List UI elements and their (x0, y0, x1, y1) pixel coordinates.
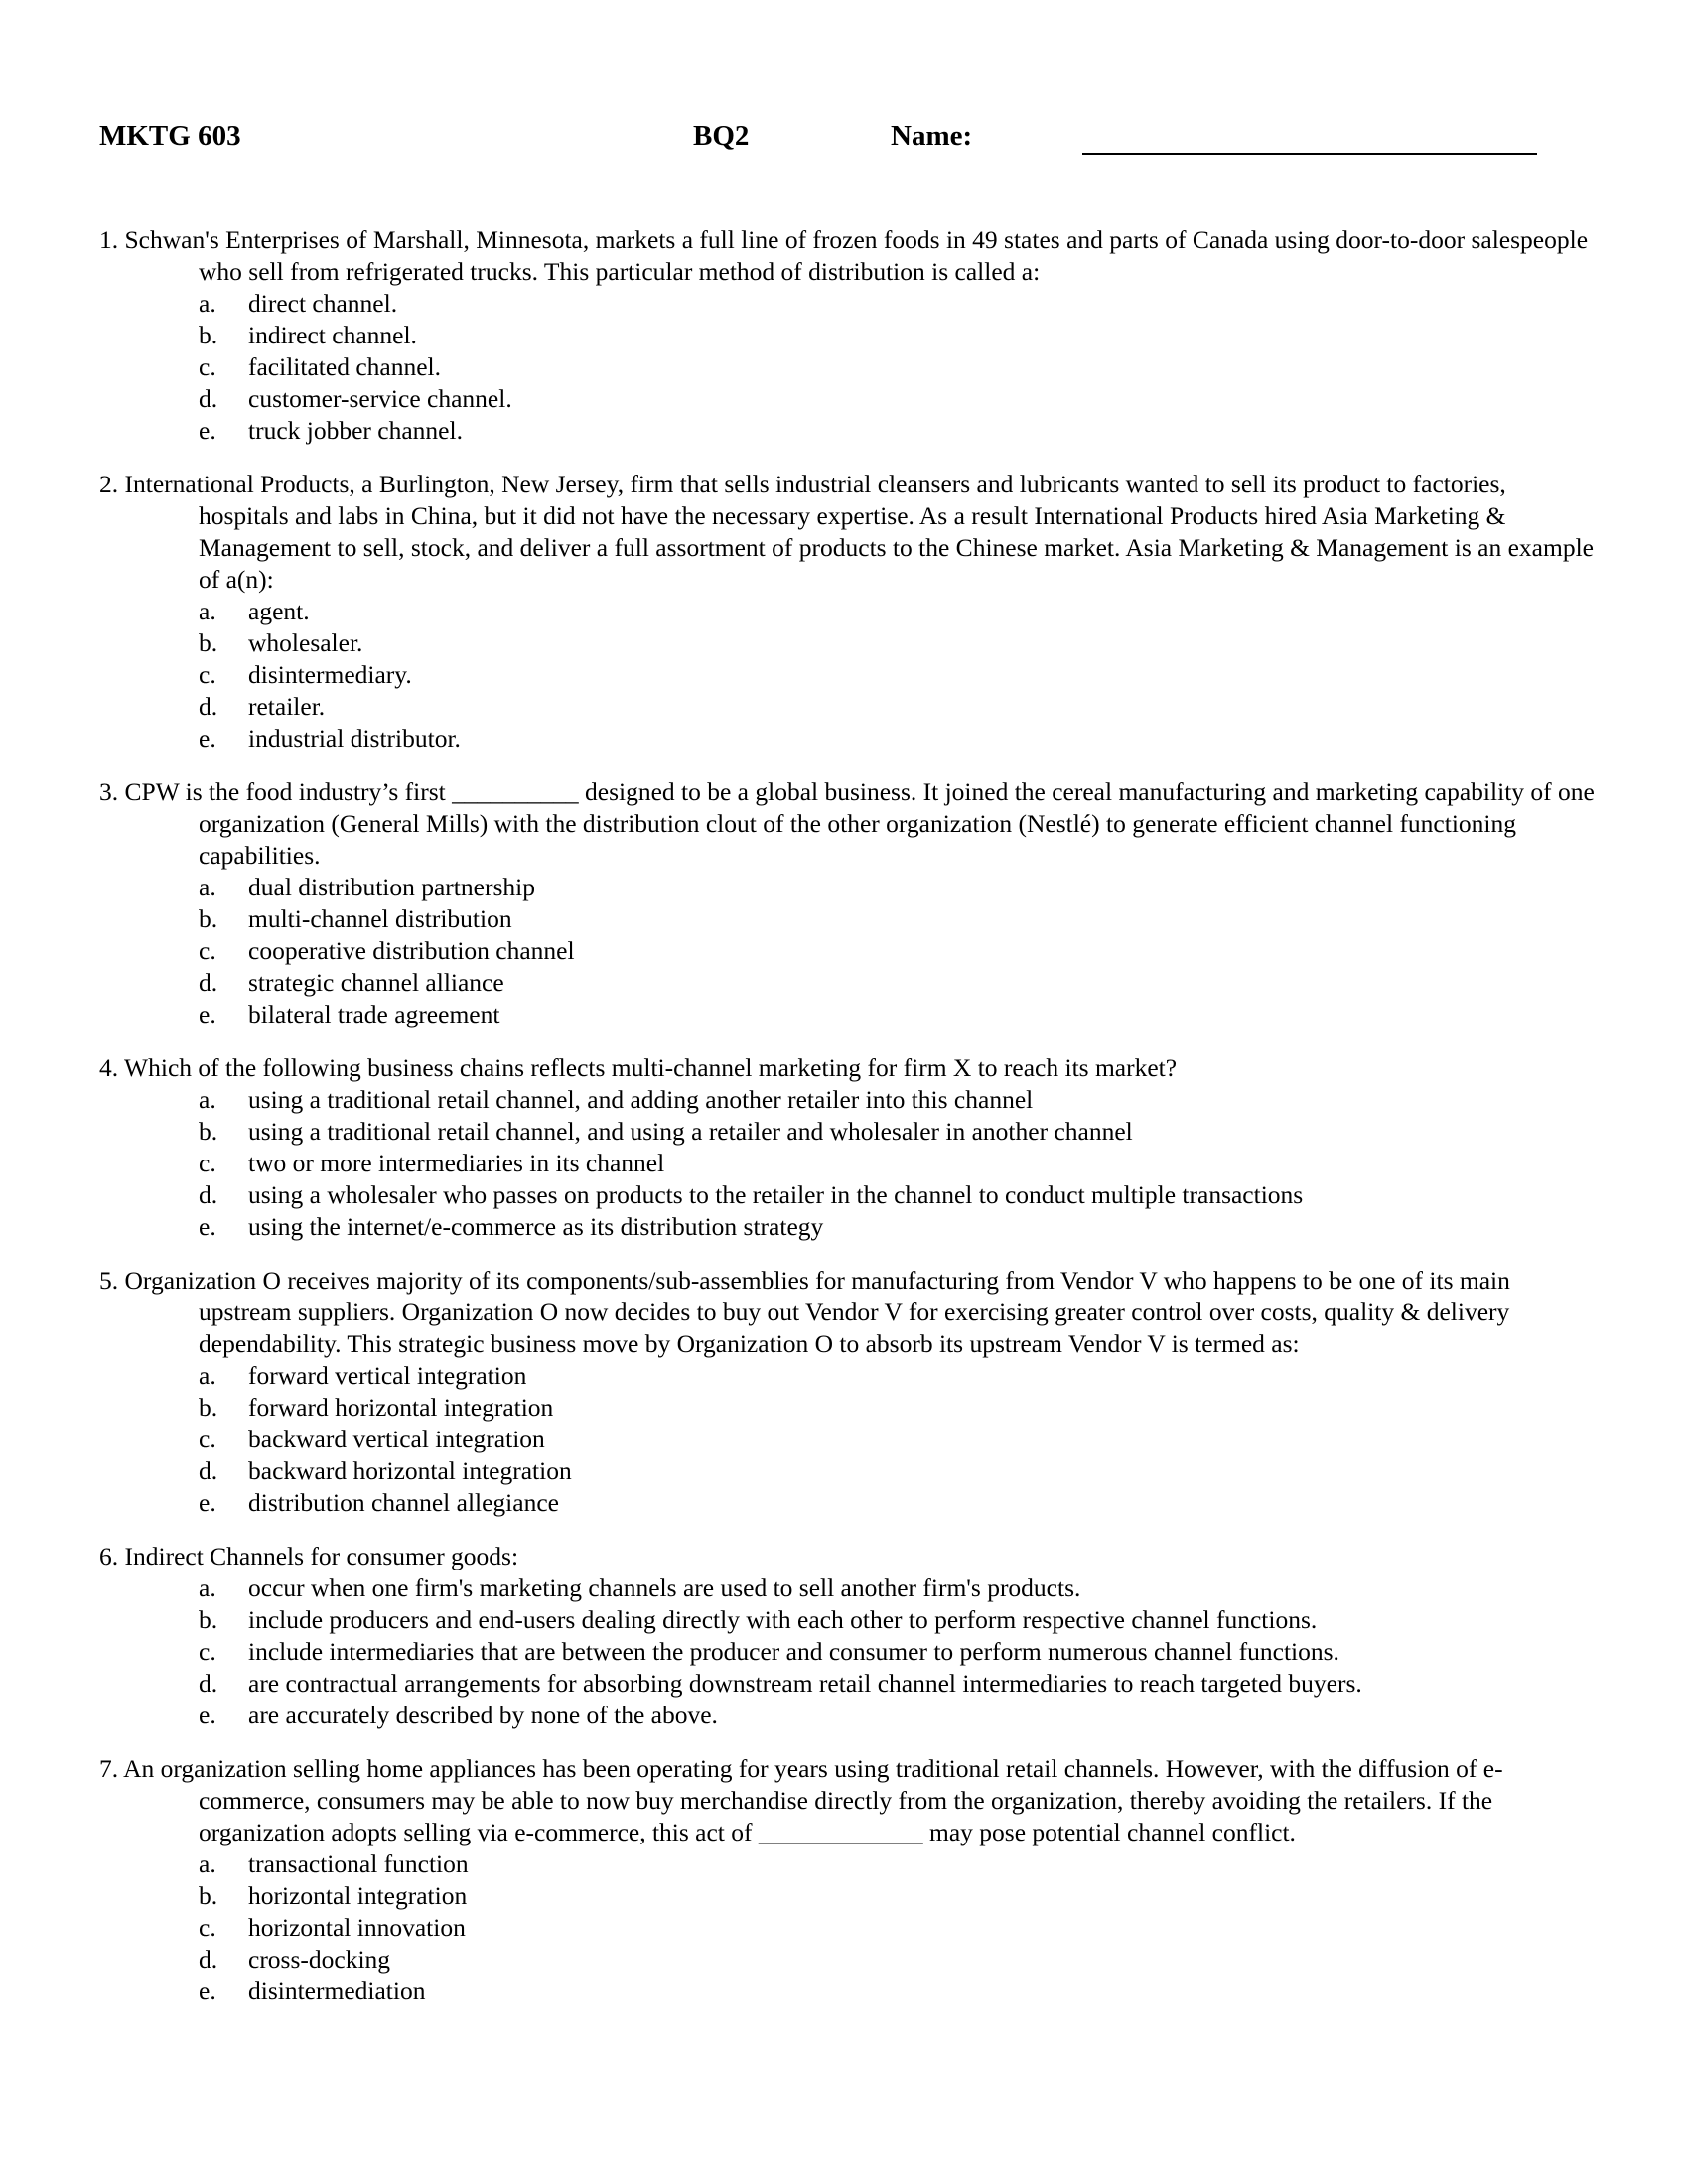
option-letter: d. (199, 1456, 218, 1485)
answer-option (99, 1455, 1599, 1487)
option-text: horizontal innovation (248, 1913, 466, 1942)
answer-option (99, 659, 1599, 691)
name-blank-line (1082, 153, 1537, 155)
answer-options (99, 1848, 1599, 2007)
option-text: horizontal integration (248, 1881, 468, 1910)
question-stem: 1. Schwan's Enterprises of Marshall, Minnesota, markets a full line of frozen foods in 49 states and parts of Canada using door-to-door salespeople who sell from refrigerated trucks. This particular method of distribution is called a: (99, 225, 1589, 286)
option-text: customer-service channel. (248, 384, 512, 413)
question-6 (99, 1541, 1599, 1731)
option-letter: e. (199, 1000, 216, 1028)
answer-option (99, 627, 1599, 659)
option-letter: a. (199, 1849, 216, 1878)
option-text: bilateral trade agreement (248, 1000, 500, 1028)
answer-options (99, 596, 1599, 754)
option-text: forward horizontal integration (248, 1393, 554, 1422)
option-letter: d. (199, 692, 218, 721)
option-letter: b. (199, 904, 218, 933)
option-text: include intermediaries that are between the producer and consumer to perform numerous channel functions. (248, 1637, 1339, 1666)
answer-option (99, 1360, 1599, 1392)
answer-option (99, 872, 1599, 903)
answer-option (99, 1912, 1599, 1944)
option-letter: e. (199, 1212, 216, 1241)
answer-option (99, 383, 1599, 415)
option-letter: c. (199, 1637, 216, 1666)
answer-option (99, 1636, 1599, 1668)
answer-options (99, 1572, 1599, 1731)
answer-option (99, 1424, 1599, 1455)
option-text: indirect channel. (248, 321, 417, 349)
option-text: transactional function (248, 1849, 469, 1878)
question-2 (99, 469, 1599, 754)
option-letter: a. (199, 873, 216, 901)
option-letter: e. (199, 724, 216, 752)
option-letter: e. (199, 1701, 216, 1729)
option-text: cooperative distribution channel (248, 936, 575, 965)
answer-option (99, 935, 1599, 967)
option-text: truck jobber channel. (248, 416, 463, 445)
option-letter: b. (199, 1393, 218, 1422)
option-letter: e. (199, 1977, 216, 2005)
option-letter: b. (199, 1881, 218, 1910)
option-letter: b. (199, 1605, 218, 1634)
answer-option (99, 1668, 1599, 1700)
quiz-title: BQ2 (693, 120, 750, 152)
answer-option (99, 999, 1599, 1030)
answer-option (99, 1116, 1599, 1148)
question-stem: 7. An organization selling home appliances has been operating for years using traditional retail channels. However, with the diffusion of e-commerce, consumers may be able to now buy merchandise directly from the organization, thereby avoiding the retailers. If the organization adopts selling via e-commerce, this act of _____________ may pose potential channel conflict. (99, 1754, 1503, 1846)
answer-option (99, 1572, 1599, 1604)
course-code: MKTG 603 (99, 120, 241, 152)
option-letter: d. (199, 1669, 218, 1698)
answer-option (99, 1084, 1599, 1116)
option-letter: b. (199, 628, 218, 657)
option-text: multi-channel distribution (248, 904, 512, 933)
option-text: strategic channel alliance (248, 968, 504, 997)
answer-options (99, 872, 1599, 1030)
option-letter: a. (199, 1085, 216, 1114)
answer-option (99, 1211, 1599, 1243)
answer-option (99, 1392, 1599, 1424)
option-text: wholesaler. (248, 628, 363, 657)
option-letter: d. (199, 384, 218, 413)
answer-option (99, 967, 1599, 999)
option-letter: b. (199, 1117, 218, 1146)
option-letter: a. (199, 597, 216, 625)
option-letter: c. (199, 660, 216, 689)
answer-option (99, 1179, 1599, 1211)
option-text: are accurately described by none of the above. (248, 1701, 718, 1729)
option-text: direct channel. (248, 289, 398, 318)
question-stem: 4. Which of the following business chains reflects multi-channel marketing for firm X to reach its market? (99, 1053, 1178, 1082)
option-letter: c. (199, 1913, 216, 1942)
option-text: using the internet/e-commerce as its distribution strategy (248, 1212, 824, 1241)
answer-option (99, 1976, 1599, 2007)
answer-option (99, 596, 1599, 627)
option-text: retailer. (248, 692, 326, 721)
option-letter: d. (199, 1180, 218, 1209)
answer-options (99, 1360, 1599, 1519)
question-stem: 6. Indirect Channels for consumer goods: (99, 1542, 519, 1570)
option-letter: d. (199, 968, 218, 997)
question-stem: 5. Organization O receives majority of its components/sub-assemblies for manufacturing from Vendor V who happens to be one of its main upstream suppliers. Organization O now decides to buy out Vendor V for exercising greater control over costs, quality & delivery dependability. This strategic business move by Organization O to absorb its upstream Vendor V is termed as: (99, 1266, 1510, 1358)
page-header (99, 120, 1589, 160)
answer-option (99, 415, 1599, 447)
answer-option (99, 1148, 1599, 1179)
answer-option (99, 1944, 1599, 1976)
answer-options (99, 1084, 1599, 1243)
question-stem: 3. CPW is the food industry’s first __________ designed to be a global business. It joined the cereal manufacturing and marketing capability of one organization (General Mills) with the distribution clout of the other organization (Nestlé) to generate efficient channel functioning capabilities. (99, 777, 1595, 870)
answer-options (99, 288, 1599, 447)
answer-option (99, 723, 1599, 754)
answer-option (99, 351, 1599, 383)
question-stem: 2. International Products, a Burlington, New Jersey, firm that sells industrial cleansers and lubricants wanted to sell its product to factories, hospitals and labs in China, but it did not have the necessary expertise. As a result International Products hired Asia Marketing & Management to sell, stock, and deliver a full assortment of products to the Chinese market. Asia Marketing & Management is an example of a(n): (99, 470, 1594, 594)
option-text: two or more intermediaries in its channel (248, 1149, 665, 1177)
option-text: dual distribution partnership (248, 873, 535, 901)
answer-option (99, 1848, 1599, 1880)
option-letter: c. (199, 1425, 216, 1453)
option-letter: a. (199, 1361, 216, 1390)
option-text: include producers and end-users dealing directly with each other to perform respective channel functions. (248, 1605, 1318, 1634)
answer-option (99, 903, 1599, 935)
option-letter: e. (199, 1488, 216, 1517)
option-letter: a. (199, 289, 216, 318)
option-text: are contractual arrangements for absorbing downstream retail channel intermediaries to reach targeted buyers. (248, 1669, 1362, 1698)
option-letter: c. (199, 936, 216, 965)
option-text: using a traditional retail channel, and using a retailer and wholesaler in another channel (248, 1117, 1133, 1146)
option-text: distribution channel allegiance (248, 1488, 559, 1517)
option-text: forward vertical integration (248, 1361, 527, 1390)
option-letter: c. (199, 1149, 216, 1177)
question-list (99, 224, 1599, 2029)
question-4 (99, 1052, 1599, 1243)
option-text: disintermediary. (248, 660, 412, 689)
option-letter: a. (199, 1573, 216, 1602)
answer-option (99, 691, 1599, 723)
option-text: disintermediation (248, 1977, 426, 2005)
answer-option (99, 1700, 1599, 1731)
question-5 (99, 1265, 1599, 1519)
option-text: agent. (248, 597, 310, 625)
question-7 (99, 1753, 1599, 2007)
answer-option (99, 288, 1599, 320)
question-1 (99, 224, 1599, 447)
question-3 (99, 776, 1599, 1030)
option-letter: c. (199, 352, 216, 381)
answer-option (99, 1880, 1599, 1912)
option-text: occur when one firm's marketing channels are used to sell another firm's products. (248, 1573, 1081, 1602)
name-label: Name: (891, 120, 973, 152)
option-letter: e. (199, 416, 216, 445)
option-text: facilitated channel. (248, 352, 441, 381)
answer-option (99, 1487, 1599, 1519)
option-text: using a traditional retail channel, and adding another retailer into this channel (248, 1085, 1034, 1114)
option-text: cross-docking (248, 1945, 391, 1974)
answer-option (99, 320, 1599, 351)
option-letter: b. (199, 321, 218, 349)
option-text: industrial distributor. (248, 724, 461, 752)
answer-option (99, 1604, 1599, 1636)
option-text: backward vertical integration (248, 1425, 545, 1453)
option-text: backward horizontal integration (248, 1456, 572, 1485)
option-letter: d. (199, 1945, 218, 1974)
option-text: using a wholesaler who passes on products to the retailer in the channel to conduct multiple transactions (248, 1180, 1304, 1209)
